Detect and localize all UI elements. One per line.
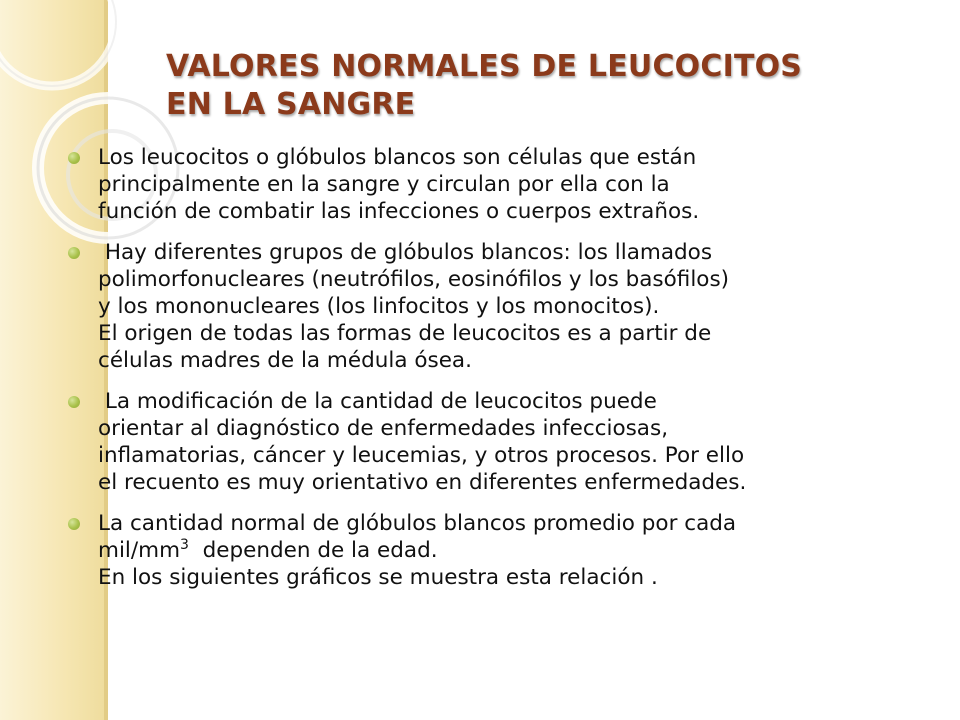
decorative-ring-large	[0, 0, 116, 86]
bullet-line: células madres de la médula ósea.	[98, 348, 472, 373]
bullet-line-unit	[98, 537, 934, 564]
bullet-normal-count	[64, 510, 934, 591]
bullet-types	[64, 239, 934, 374]
unit-base: mil/mm	[98, 538, 181, 563]
bullet-line: Los leucocitos o glóbulos blancos son células que están	[98, 145, 697, 170]
unit-rest: dependen de la edad.	[188, 538, 438, 563]
bullet-line: inflamatorias, cáncer y leucemias, y otros procesos. Por ello	[98, 443, 745, 468]
slide-title	[166, 48, 926, 124]
title-line-2: EN LA SANGRE	[166, 87, 416, 122]
bullet-dot-icon	[68, 518, 80, 530]
bullet-dot-icon	[68, 247, 80, 259]
bullet-list	[64, 144, 934, 605]
bullet-line: polimorfonucleares (neutrófilos, eosinófilos y los basófilos)	[98, 267, 730, 292]
bullet-line: El origen de todas las formas de leucocitos es a partir de	[98, 321, 712, 346]
bullet-line: principalmente en la sangre y circulan por ella con la	[98, 172, 670, 197]
bullet-line: función de combatir las infecciones o cuerpos extraños.	[98, 199, 700, 224]
bullet-definition	[64, 144, 934, 225]
bullet-diagnosis	[64, 388, 934, 496]
unit-superscript: 3	[180, 536, 189, 553]
bullet-line: el recuento es muy orientativo en diferentes enfermedades.	[98, 470, 747, 495]
bullet-dot-icon	[68, 152, 80, 164]
bullet-line: orientar al diagnóstico de enfermedades infecciosas,	[98, 416, 669, 441]
bullet-line: y los mononucleares (los linfocitos y los monocitos).	[98, 294, 660, 319]
bullet-line: Hay diferentes grupos de glóbulos blancos: los llamados	[98, 240, 713, 265]
bullet-line: En los siguientes gráficos se muestra esta relación .	[98, 565, 658, 590]
title-line-1: VALORES NORMALES DE LEUCOCITOS	[166, 49, 803, 84]
bullet-line: La cantidad normal de glóbulos blancos promedio por cada	[98, 511, 737, 536]
bullet-dot-icon	[68, 396, 80, 408]
bullet-line: La modificación de la cantidad de leucocitos puede	[98, 389, 657, 414]
